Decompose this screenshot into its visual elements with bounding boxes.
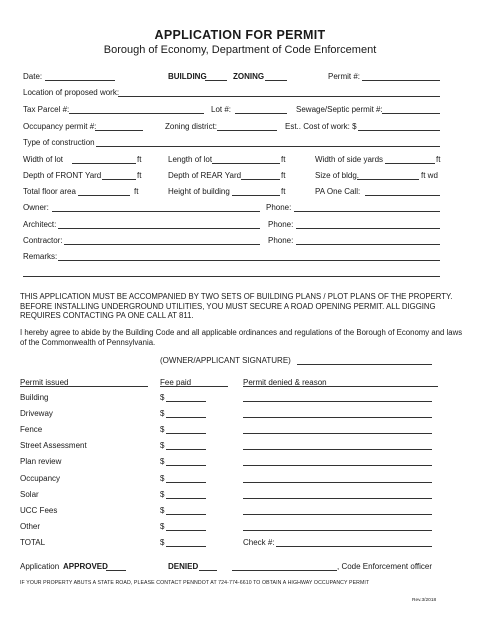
col-permit-underline (20, 386, 148, 387)
architect-phone-label: Phone: (268, 220, 294, 229)
est-cost-field[interactable] (358, 130, 440, 131)
type-construction-field[interactable] (96, 146, 440, 147)
sewage-field[interactable] (382, 113, 440, 114)
zoning-district-field[interactable] (217, 130, 277, 131)
fee-row-label: Solar (20, 489, 39, 499)
fee-row-label: Plan review (20, 457, 62, 467)
owner-field[interactable] (52, 211, 260, 212)
size-bldg-unit: ft wd (421, 171, 438, 180)
contractor-field[interactable] (64, 244, 260, 245)
denial-reason-field[interactable] (243, 465, 432, 466)
contractor-phone-label: Phone: (268, 236, 294, 245)
fee-currency-sign: $ (160, 521, 165, 531)
denied-label: DENIED (168, 562, 199, 571)
width-side-field[interactable] (385, 163, 435, 164)
lot-field[interactable] (235, 113, 287, 114)
architect-label: Architect: (23, 220, 57, 229)
fee-amount-field[interactable] (166, 482, 206, 483)
agreement-text: I hereby agree to abide by the Building Code and all applicable ordinances and regulations of the Borough of Economy and laws of the Commonwealth of Pennsylvania. (20, 328, 463, 347)
denial-reason-field[interactable] (243, 417, 432, 418)
denied-field[interactable] (199, 570, 217, 571)
plans-notice: THIS APPLICATION MUST BE ACCOMPANIED BY TWO SETS OF BUILDING PLANS / PLOT PLANS OF THE PROPERTY. BEFORE INSTALLING UNDERGROUND UTILITIES, YOU MUST SECURE A ROAD OPENING PERMIT. ALL DIGGING REQUIRES CONTACTING PA ONE CALL AT 811. (20, 292, 453, 320)
page-title: APPLICATION FOR PERMIT (154, 28, 326, 42)
size-bldg-field[interactable] (357, 179, 419, 180)
fee-amount-field[interactable] (166, 498, 206, 499)
occupancy-permit-field[interactable] (95, 130, 143, 131)
depth-front-label: Depth of FRONT Yard (23, 171, 102, 180)
fee-currency-sign: $ (160, 489, 165, 499)
contractor-label: Contractor: (23, 236, 63, 245)
remarks-label: Remarks: (23, 252, 58, 261)
size-bldg-label: Size of bldg. (315, 171, 360, 180)
revision-label: Rev.3/2018 (412, 598, 437, 603)
height-bldg-field[interactable] (232, 195, 280, 196)
fee-row-label: TOTAL (20, 537, 46, 547)
width-side-unit: ft (436, 155, 441, 164)
length-lot-unit: ft (281, 155, 286, 164)
denial-reason-field[interactable] (243, 433, 432, 434)
width-lot-label: Width of lot (23, 155, 64, 164)
fee-currency-sign: $ (160, 457, 165, 467)
height-bldg-unit: ft (281, 187, 286, 196)
fee-amount-field[interactable] (166, 546, 206, 547)
occupancy-permit-label: Occupancy permit #: (23, 122, 97, 131)
permit-number-field[interactable] (362, 80, 440, 81)
architect-phone-field[interactable] (296, 228, 440, 229)
location-field[interactable] (118, 96, 440, 97)
officer-signature-field[interactable] (232, 570, 337, 571)
col-fee-underline (160, 386, 228, 387)
depth-rear-field[interactable] (241, 179, 280, 180)
remarks-field-1[interactable] (58, 260, 440, 261)
owner-label: Owner: (23, 203, 49, 212)
depth-front-unit: ft (137, 171, 142, 180)
fee-row-label: UCC Fees (20, 505, 58, 515)
est-cost-label: Est.. Cost of work: $ (285, 122, 357, 131)
fee-currency-sign: $ (160, 409, 165, 419)
fee-amount-field[interactable] (166, 417, 206, 418)
fee-amount-field[interactable] (166, 465, 206, 466)
owner-phone-label: Phone: (266, 203, 292, 212)
col-fee-paid: Fee paid (160, 378, 192, 387)
architect-field[interactable] (58, 228, 260, 229)
pa-one-call-field[interactable] (365, 195, 440, 196)
remarks-field-2[interactable] (23, 276, 440, 277)
height-bldg-label: Height of building (168, 187, 230, 196)
permit-number-label: Permit #: (328, 72, 361, 81)
pa-one-call-label: PA One Call: (315, 187, 361, 196)
fee-amount-field[interactable] (166, 514, 206, 515)
contractor-phone-field[interactable] (296, 244, 440, 245)
fee-currency-sign: $ (160, 473, 165, 483)
length-lot-field[interactable] (212, 163, 280, 164)
col-denied-underline (243, 386, 438, 387)
type-construction-label: Type of construction (23, 138, 95, 147)
fee-amount-field[interactable] (166, 433, 206, 434)
approved-field[interactable] (106, 570, 126, 571)
fee-currency-sign: $ (160, 441, 165, 451)
denial-reason-field[interactable] (243, 498, 432, 499)
approved-label: APPROVED (63, 562, 108, 571)
penndot-notice: IF YOUR PROPERTY ABUTS A STATE ROAD, PLEASE CONTACT PENNDOT AT 724-774-6610 TO OBTAIN A HIGHWAY OCCUPANCY PERMIT (20, 580, 370, 586)
lot-label: Lot #: (211, 105, 232, 114)
fee-amount-field[interactable] (166, 401, 206, 402)
officer-label: , Code Enforcement officer (337, 562, 433, 571)
location-label: Location of proposed work: (23, 88, 120, 97)
length-lot-label: Length of lot (168, 155, 213, 164)
tax-parcel-label: Tax Parcel #: (23, 105, 70, 114)
total-floor-unit: ft (134, 187, 139, 196)
denial-reason-field[interactable] (243, 514, 432, 515)
zoning-check-field[interactable] (265, 80, 287, 81)
fee-amount-field[interactable] (166, 449, 206, 450)
col-denied: Permit denied & reason (243, 378, 327, 387)
fee-currency-sign: $ (160, 425, 165, 435)
page-subtitle: Borough of Economy, Department of Code Enforcement (103, 44, 377, 56)
width-side-label: Width of side yards (315, 155, 384, 164)
building-label: BUILDING (168, 72, 207, 81)
zoning-district-label: Zoning district: (165, 122, 218, 131)
denial-reason-field[interactable] (243, 530, 432, 531)
depth-rear-label: Depth of REAR Yard (168, 171, 242, 180)
fee-row-label: Other (20, 521, 41, 531)
width-lot-unit: ft (137, 155, 142, 164)
denial-reason-field[interactable] (243, 401, 432, 402)
depth-rear-unit: ft (281, 171, 286, 180)
tax-parcel-field[interactable] (69, 113, 204, 114)
sewage-label: Sewage/Septic permit #: (296, 105, 383, 114)
fee-row-label: Building (20, 393, 49, 402)
signature-label: (OWNER/APPLICANT SIGNATURE) (160, 356, 291, 365)
denial-reason-field[interactable] (243, 482, 432, 483)
owner-phone-field[interactable] (294, 211, 440, 212)
total-floor-field[interactable] (78, 195, 130, 196)
col-permit-issued: Permit issued (20, 378, 69, 387)
total-floor-label: Total floor area (23, 187, 76, 196)
fee-currency-sign: $ (160, 505, 165, 515)
fee-amount-field[interactable] (166, 530, 206, 531)
fee-currency-sign: $ (160, 537, 165, 547)
application-label: Application (20, 562, 60, 571)
fee-row-label: Occupancy (20, 473, 61, 483)
width-lot-field[interactable] (72, 163, 136, 164)
check-number-label: Check #: (243, 537, 275, 547)
fee-row-label: Street Assessment (20, 441, 87, 451)
denial-reason-field[interactable] (243, 449, 432, 450)
date-label: Date: (23, 72, 43, 81)
fee-currency-sign: $ (160, 393, 165, 402)
check-number-field[interactable] (276, 546, 432, 547)
fee-row-label: Driveway (20, 409, 53, 419)
zoning-label: ZONING (233, 72, 265, 81)
building-check-field[interactable] (205, 80, 227, 81)
depth-front-field[interactable] (102, 179, 136, 180)
signature-field[interactable] (297, 364, 432, 365)
date-field[interactable] (45, 80, 115, 81)
fee-row-label: Fence (20, 425, 43, 435)
